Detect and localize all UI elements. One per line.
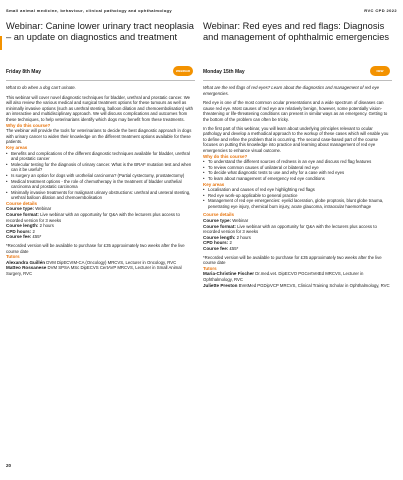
course-length: Course length: 2 hours	[6, 223, 54, 229]
course-intro: What to do when a dog can't urinate.	[6, 85, 76, 90]
key-areas-list	[6, 151, 195, 201]
list-item: • Benefits and complications of the different diagnostic techniques available for bladder, urethral and prostatic cancer	[6, 151, 195, 162]
course-fee: Course fee: £55*	[6, 234, 42, 240]
tutors-heading: Tutors	[6, 254, 20, 260]
page-number: 20	[6, 463, 12, 468]
course-description: Red eye is one of the most common ocular presentations and a wide spectrum of diseases can cause red eye. Most causes of red eye are relatively benign, however, some potentially vision-threatening or life-threatening conditions can present in similar ways as an emergency. Getting to the bottom of the problem can often be tricky.	[203, 100, 388, 122]
date-bar	[6, 66, 195, 81]
course-fee: Course fee: £55*	[203, 246, 239, 252]
course-date: Friday 8th May	[6, 69, 42, 75]
recorded-note: *Recorded version will be available to purchase for £35 approximately two weeks after the live course date	[203, 254, 382, 266]
tutor: Matteo Rossanese DVM SPSA MSc DipECVS CertAVP MRCVS, Lecturer in Small Animal Surgery, RVC	[6, 265, 182, 276]
course-description: In the first part of this webinar, you will learn about underlying principles relevant to ocular pathology and develop a methodical approach to the workup of these cases which will enable you to define and refine the problem that is occurring. The second case-based part of the course focuses on putting this knowledge into practice and learning about management of red eye emergencies to enhance visual outcome.	[203, 125, 389, 153]
course-length: Course length: 2 hours	[203, 234, 251, 240]
cpd-hours: CPD hours: 2	[6, 228, 35, 234]
list-item: • Medical treatment options - the role of chemotherapy in the treatment of bladder urothelial carcinoma and prostatic carcinoma	[6, 179, 195, 190]
course-description: This webinar will cover novel diagnostic techniques for bladder, urethral and prostatic cancer. We will also review the various medical and surgical treatment options for these tumours as well as minimally invasive options (such as urethral stenting, balloon dilation and chemoembolisation) with an interactive and multidisciplinary approach. We will discuss complications and outcomes from these techniques, to help veterinarians identify which dogs may benefit from these treatments.	[6, 94, 194, 122]
list-item: • Red eye work-up applicable to general practice	[203, 193, 392, 199]
course-left	[6, 21, 195, 277]
course-details-heading: Course details	[6, 200, 38, 206]
accent-bar	[0, 36, 2, 50]
key-areas-heading: Key areas	[203, 181, 225, 187]
new-badge: NEW	[370, 66, 390, 76]
list-item: • Molecular testing for the diagnosis of urinary cancer. What is the BRAF mutation test and when can it be useful?	[6, 162, 195, 173]
course-format: Course format: Live webinar with an opportunity for Q&A with the lecturers plus access to recorded version for 3 weeks	[203, 223, 377, 235]
list-item: • To decide what diagnostic tests to use and why for a case with red eyes	[203, 170, 392, 176]
tutor: Alexandra Guillén DVM DipECVIM-CA (Oncology) MRCVS, Lecturer in Oncology, RVC	[6, 259, 177, 265]
tutors-heading: Tutors	[203, 265, 217, 271]
why-heading: Why do this course?	[203, 153, 248, 159]
webinar-badge: WEBINAR	[173, 66, 193, 76]
header-brand: RVC CPD 2022	[364, 8, 397, 13]
list-item: • Localisation and causes of red eye highlighting red flags	[203, 187, 392, 193]
course-details-heading: Course details	[203, 212, 235, 218]
course-body	[6, 85, 195, 277]
course-format: Course format: Live webinar with an opportunity for Q&A with the lecturers plus access to recorded version for 3 weeks	[6, 212, 180, 223]
course-date: Monday 15th May	[203, 69, 245, 75]
list-item: • Is surgery an option for dogs with urothelial carcinoma? (Partial cystectomy, prostatectomy)	[6, 173, 195, 179]
tutor: Juliette Preston BVetMed PGDipVCP MRCVS, Clinical Training Scholar in Ophthalmology, RVC	[203, 282, 390, 288]
why-heading: Why do this course?	[6, 122, 51, 128]
list-item: • To learn about management of emergency red eye conditions	[203, 176, 392, 182]
course-intro: What are the red flags of red eyes? Learn about the diagnostics and management of red eye emergencies.	[203, 85, 380, 96]
course-title: Webinar: Canine lower urinary tract neoplasia – an update on diagnostics and treatment	[6, 21, 194, 42]
cpd-hours: CPD hours: 2	[203, 240, 232, 246]
header-section-title: Small animal medicine, behaviour, clinical pathology and ophthalmology	[6, 8, 173, 13]
list-item: • Management of red eye emergencies: eyelid laceration, globe proptosis, blunt globe trauma, penetrating eye injury, chemical burn injury, acute glaucoma, intraocular haemorrhage	[203, 198, 392, 209]
recorded-note: *Recorded version will be available to purchase for £35 approximately two weeks after the live course date	[6, 243, 185, 254]
why-text: The webinar will provide the tools for veterinarians to decide the best diagnostic approach in dogs with urinary cancer to widen their knowledge on the different treatment options available for these patients.	[6, 128, 192, 145]
date-bar	[203, 66, 392, 81]
list-item: • To understand the different sources of redness in an eye and discuss red flag features	[203, 159, 392, 165]
course-body	[203, 85, 392, 288]
course-right	[203, 21, 392, 288]
course-type: Course type: Webinar	[203, 218, 249, 224]
course-title: Webinar: Red eyes and red flags: Diagnosis and management of ophthalmic emergencies	[203, 21, 390, 42]
key-areas-heading: Key areas	[6, 144, 28, 150]
list-item: • To review common causes of unilateral or bilateral red eye	[203, 165, 392, 171]
why-list	[203, 159, 392, 181]
tutor: Maria-Christine Fischer Dr.med.vet. DipECVO PGCertVetEd MRCVS, Lecturer in Ophthalmology, RVC	[203, 271, 364, 282]
key-areas-list	[203, 187, 392, 209]
list-item: • Minimally invasive treatments for malignant urinary obstructions: urethral and ureteral stenting, urethral balloon dilation and chemoembolisation	[6, 190, 195, 201]
course-type: Course type: Webinar	[6, 206, 52, 212]
